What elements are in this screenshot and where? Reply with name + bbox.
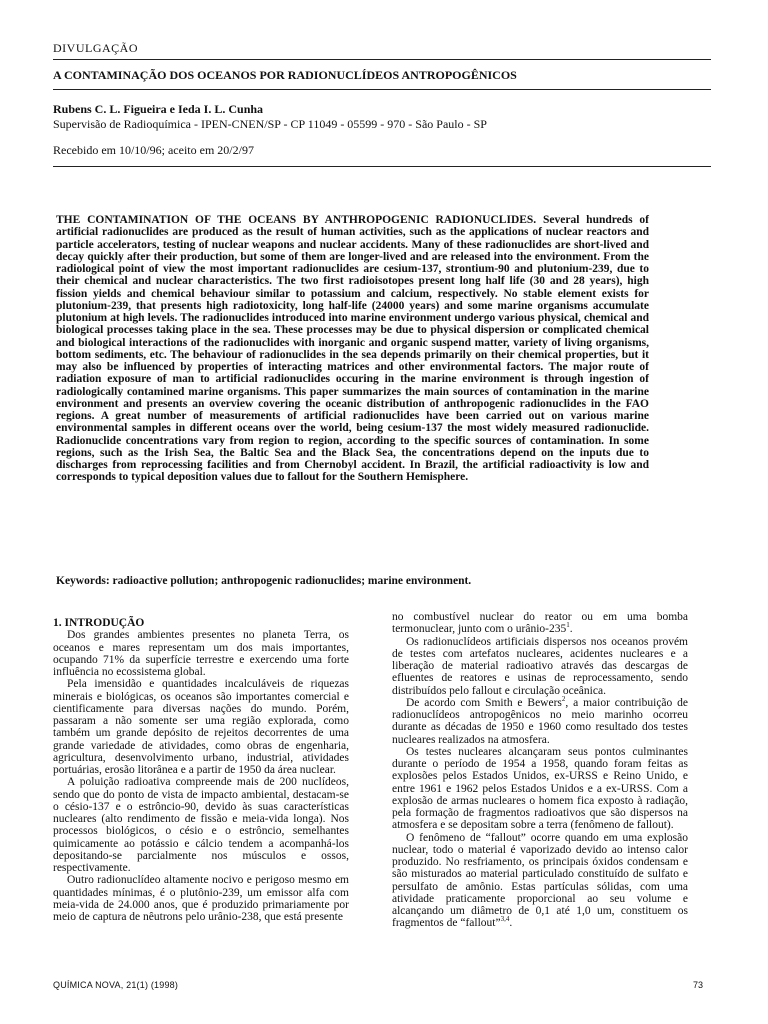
paragraph-end: . bbox=[569, 623, 573, 636]
paragraph-text: , a maior contribuição de radionuclídeos antropogênicos no meio marinho ocorreu durante as décadas de 1950 e 1960 como resultado dos testes nucleares realizados na atmosfera. bbox=[392, 696, 688, 746]
author-affiliation: Supervisão de Radioquímica - IPEN-CNEN/SP - CP 11049 - 05599 - 970 - São Paulo - SP bbox=[53, 117, 487, 131]
abstract bbox=[56, 214, 649, 484]
authors-rule bbox=[53, 166, 711, 167]
author-names: Rubens C. L. Figueira e Ieda I. L. Cunha bbox=[53, 102, 264, 116]
abstract-title: THE CONTAMINATION OF THE OCEANS BY ANTHROPOGENIC RADIONUCLIDES. bbox=[56, 214, 537, 226]
reference-marker: 3,4 bbox=[500, 915, 510, 924]
received-dates: Recebido em 10/10/96; aceito em 20/2/97 bbox=[53, 143, 254, 157]
article-title: A CONTAMINAÇÃO DOS OCEANOS POR RADIONUCLÍDEOS ANTROPOGÊNICOS bbox=[53, 68, 517, 82]
reference-marker: 1 bbox=[566, 621, 570, 630]
paragraph: Os testes nucleares alcançaram seus pontos culminantes durante o período de 1954 a 1958, quando foram feitas as explosões pelos Estados Unidos, ex-URSS e Reino Unido, e entre 1961 e 1962 pelos Estados Unidos e a ex-URSS. Com a explosão de armas nucleares o homem fica exposto à radiação, pela formação de fragmentos radioativos que são dispersos na atmosfera e se depositam sobre a terra (fenômeno de fallout). bbox=[392, 745, 688, 832]
left-column bbox=[53, 617, 349, 923]
section-tag: DIVULGAÇÃO bbox=[53, 41, 138, 55]
reference-marker: 2 bbox=[561, 694, 566, 703]
paragraph: Outro radionuclídeo altamente nocivo e perigoso mesmo em quantidades mínimas, é o plutônio-239, um emissor alfa com meia-vida de 24.000 anos, que é produzido primariamente por meio de captura de nêutrons pelo urânio-238, que está presente bbox=[53, 874, 349, 923]
paragraph bbox=[392, 694, 688, 746]
paragraph: Os radionuclídeos artificiais dispersos nos oceanos provém de testes com artefatos nucleares, acidentes nucleares e a liberação de material radioativo através das descargas de efluentes de reatores e usinas de reprocessamento, sendo distribuídos pelo fallout e circulação oceânica. bbox=[392, 635, 688, 697]
title-rule bbox=[53, 89, 711, 90]
paragraph: A poluição radioativa compreende mais de 200 nuclídeos, sendo que do ponto de vista de impacto ambiental, destacam-se o césio-137 e o estrôncio-90, devido às suas características nucleares (alto rendimento de fissão e meia-vida longa). Nos processos biológicos, o césio e o estrôncio, semelhantes quimicamente ao potássio e cálcio tendem a acompanhá-los depositando-se parcialmente nos músculos e ossos, respectivamente. bbox=[53, 776, 349, 874]
journal-citation: QUÍMICA NOVA, 21(1) (1998) bbox=[53, 980, 179, 990]
header-rule bbox=[53, 59, 711, 60]
paragraph: Dos grandes ambientes presentes no planeta Terra, os oceanos e mares representam um dos mais importantes, ocupando 71% da superfície terrestre e exercendo uma forte influência no ecossistema global. bbox=[53, 629, 349, 678]
paragraph-text: no combustível nuclear do reator ou em uma bomba termonuclear, junto com o urânio-235 bbox=[392, 611, 688, 636]
paragraph: Pela imensidão e quantidades incalculáveis de riquezas minerais e biológicas, os oceanos são importantes comercial e cientificamente para diversas nações do mundo. Porém, passaram a não somente ser uma região explorada, como também um grande depósito de rejeitos decorrentes de uma grande variedade de atividades, como obras de engenharia, agricultura, desenvolvimento urbano, industrial, atividades portuárias, erosão litorânea e a partir de 1950 da área nuclear. bbox=[53, 678, 349, 776]
paragraph-text: O fenômeno de “fallout” ocorre quando em uma explosão nuclear, todo o material é vaporizado devido ao intenso calor produzido. No resfriamento, os principais óxidos condensam e são misturados ao material particulado constituído de sulfato e persulfato de amônio. Estas partículas sólidas, com uma atividade praticamente proporcional ao seu volume e alcançando um diâmetro de 0,1 até 1,0 um, constituem os fragmentos de “fallout” bbox=[392, 831, 688, 930]
paragraph-text: De acordo com Smith e Bewers bbox=[406, 696, 562, 709]
keywords: Keywords: radioactive pollution; anthropogenic radionuclides; marine environment. bbox=[56, 575, 472, 587]
page-number: 73 bbox=[693, 980, 704, 990]
paragraph bbox=[392, 611, 688, 636]
paragraph-end: . bbox=[509, 917, 513, 930]
right-column bbox=[392, 611, 688, 930]
section-heading: 1. INTRODUÇÃO bbox=[53, 617, 145, 629]
abstract-body: Several hundreds of artificial radionuclides are produced as the result of human activities, such as the applications of nuclear reactors and particle accelerators, testing of nuclear weapons and nuclear accidents. Many of these radionuclides are short-lived and decay quickly after their production, but some of them are longer-lived and are released into the environment. From the radiological point of view the most important radionuclides are cesium-137, strontium-90 and plutonium-239, due to their chemical and nuclear characteristics. The two first radioisotopes present long half life (30 and 28 years), high fission yields and chemical behaviour similar to potassium and calcium, respectively. No stable element exists for plutonium-239, that presents high radiotoxicity, long half-life (24000 years) and some marine organisms accumulate plutonium at high levels. The radionuclides introduced into marine environment undergo various physical, chemical and biological processes taking place in the sea. These processes may be due to physical dispersion or complicated chemical and biological interactions of the radionuclides with inorganic and organic suspend matter, variety of living organisms, bottom sediments, etc. The behaviour of radionuclides in the sea depends primarily on their chemical properties, but it may also be influenced by properties of interacting matrices and other environmental factors. The major route of radiation exposure of man to artificial radionuclides occuring in the marine environment is through ingestion of radiologically contamined marine organisms. This paper summarizes the main sources of contamination in the marine environment and presents an overview covering the oceanic distribution of anthropogenic radionuclides in the FAO regions. A great number of measurements of artificial radionuclides have been carried out on various marine environmental samples in different oceans over the world, being cesium-137 the most widely measured radionuclide. Radionuclide concentrations vary from region to region, according to the specific sources of contamination. In some regions, such as the Irish Sea, the Baltic Sea and the Black Sea, the concentrations depend on the inputs due to discharges from reprocessing facilities and from Chernobyl accident. In Brazil, the artificial radioactivity is low and corresponds to typical deposition values due to fallout for the Southern Hemisphere. bbox=[56, 214, 649, 484]
paragraph bbox=[392, 832, 688, 930]
paper-header bbox=[53, 40, 711, 167]
